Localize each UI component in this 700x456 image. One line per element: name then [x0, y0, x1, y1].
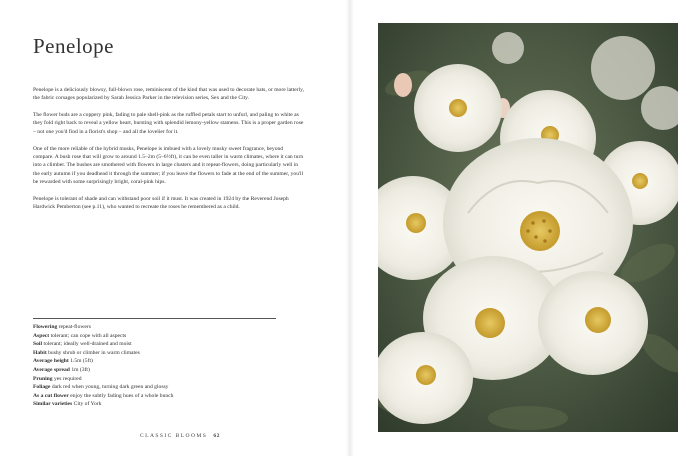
fact-label: Soil: [33, 341, 43, 348]
paragraph: The flower buds are a coppery pink, fading to pale shell-pink as the ruffled petals start to unfurl, and paling to white as they fold right back to reveal a yellow heart, bursting with splendid lemony-yellow stamens. This is a proper garden rose – not one you'd find in a florist's shop – and all the lovelier for it.: [33, 112, 304, 135]
running-footer: [140, 433, 220, 439]
fact-value: repeat-flowers: [58, 324, 91, 330]
footer-section: CLASSIC BLOOMS: [140, 433, 208, 439]
paragraph: Penelope is a deliciously blowsy, full-blown rose, reminiscent of the kind that was used to decorate hats, or more latterly, the fabric corsages popularized by Sarah Jessica Parker in the television series, Sex and the City.: [33, 87, 304, 102]
fact-value: 1m (3ft): [71, 366, 90, 373]
right-page: [354, 0, 700, 456]
rose-illustration: [378, 23, 678, 432]
fact-label: Foliage: [33, 384, 51, 391]
fact-row: [33, 323, 293, 332]
fact-value: yes required: [54, 375, 82, 382]
book-gutter: [346, 0, 354, 456]
fact-row: [33, 340, 293, 349]
paragraph: Penelope is tolerant of shade and can withstand poor soil if it must. It was created in 1924 by the Reverend Joseph Hardwick Pemberton (see p.11), who wanted to recreate the roses he remembered as a child.: [33, 195, 289, 211]
fact-row: [33, 375, 293, 384]
fact-label: Similar varieties: [33, 401, 73, 408]
fact-row: [33, 357, 293, 366]
page-title: Penelope: [33, 34, 114, 58]
fact-label: Habit: [33, 349, 47, 356]
fact-label: Average spread: [33, 366, 70, 373]
fact-row: [33, 392, 293, 401]
divider: [33, 318, 276, 319]
fact-value: City of York: [73, 401, 102, 408]
body-text: [33, 86, 305, 220]
fact-label: Pruning: [33, 375, 53, 382]
fact-value: dark red when young, turning dark green and glossy: [51, 384, 169, 391]
fact-row: [33, 400, 293, 409]
fact-row: [33, 383, 293, 392]
fact-label: As a cut flower: [33, 392, 69, 399]
fact-value: 1.5m (5ft): [70, 358, 93, 365]
fact-row: [33, 349, 293, 358]
paragraph: One of the more reliable of the hybrid musks, Penelope is imbued with a lovely musky sweet fragrance, beyond compare. A bush rose that will grow to around 1.5–2m (5–6½ft), it can be even taller in warm climates, where it can turn into a climber. The bushes are smothered with flowers in large clusters and it repeat-flowers, doing particularly well in the early autumn if you deadhead it through the summer; if you leave the flowers to fade at the end of the summer, you'll be rewarded with some surprisingly bright, coral-pink hips.: [33, 145, 304, 185]
fact-label: Aspect: [33, 332, 50, 339]
fact-list: [33, 323, 293, 409]
fact-value: enjoy the subtly fading hues of a whole bunch: [70, 392, 174, 399]
fact-value: bushy shrub or climber in warm climates: [48, 349, 140, 356]
fact-label: Average height: [33, 358, 69, 365]
fact-row: [33, 366, 293, 375]
page-number: 62: [213, 433, 220, 439]
fact-value: tolerant; can cope with all aspects: [50, 332, 127, 339]
fact-label: Flowering: [33, 324, 58, 330]
white-rose-cluster-photo: [378, 23, 678, 432]
fact-value: tolerant; ideally well-drained and moist: [43, 341, 132, 348]
fact-row: [33, 332, 293, 341]
